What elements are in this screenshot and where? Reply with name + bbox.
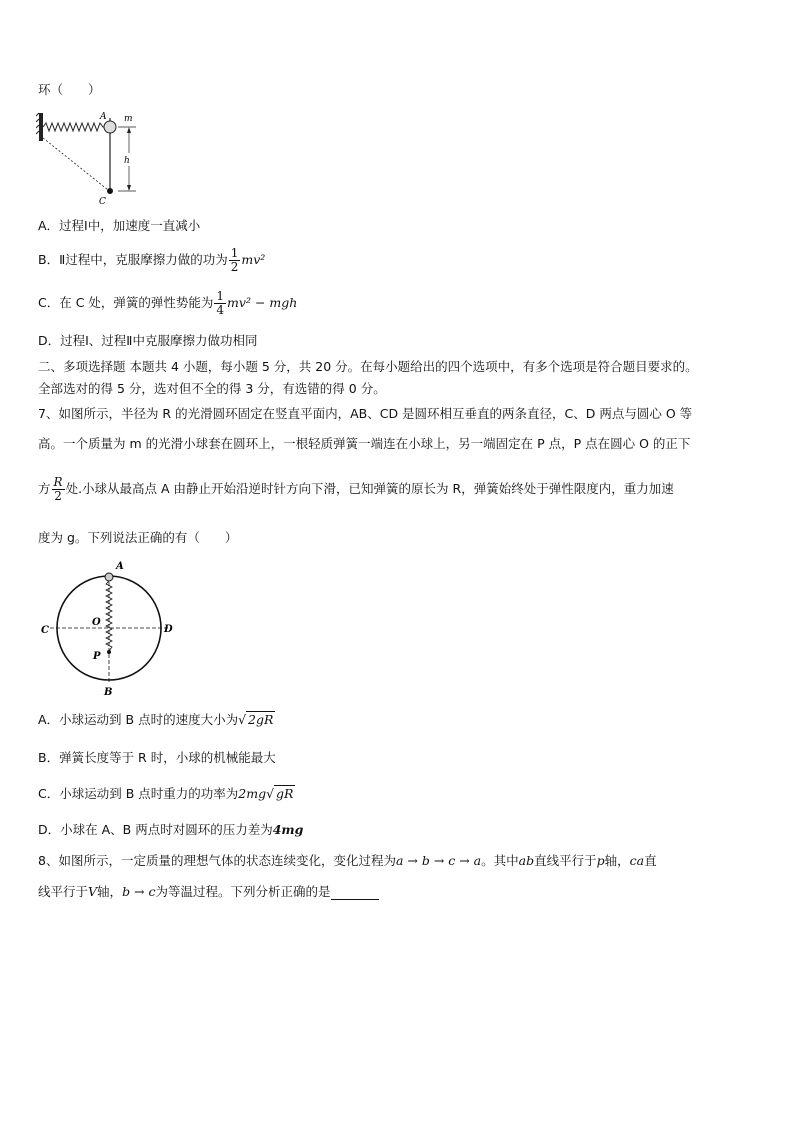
figure-ring-spring <box>36 558 186 698</box>
q6-option-c: C．在 C 处，弹簧的弹性势能为 $\frac{1}{4}$ mv² − mgh <box>38 289 298 317</box>
sqrt-expression: √ 2gR <box>238 712 274 727</box>
q7-line-1: 7、如图所示，半径为 R 的光滑圆环固定在竖直平面内，AB、CD 是圆环相互垂直的两条直径，C、D 两点与圆心 O 等 <box>38 406 693 421</box>
label-A: A <box>116 561 124 572</box>
q7-option-c: C．小球运动到 B 点时重力的功率为2mg√ gR <box>38 786 294 801</box>
label-B: B <box>104 687 113 698</box>
q7-option-d: D．小球在 A、B 两点时对圆环的压力差为4mg <box>38 822 304 837</box>
q7-option-a: A．小球运动到 B 点时的速度大小为√ 2gR <box>38 712 274 727</box>
q6-option-d: D．过程Ⅰ、过程Ⅱ中克服摩擦力做功相同 <box>38 333 258 348</box>
q7-line-2: 高。一个质量为 m 的光滑小球套在圆环上，一根轻质弹簧一端连在小球上，另一端固定在 P 点，P 点在圆心 O 的正下 <box>38 436 691 451</box>
label-C: C <box>99 197 106 207</box>
label-O: O <box>92 617 101 628</box>
label-C: C <box>41 625 49 636</box>
label-m: m <box>124 114 133 124</box>
label-P: P <box>93 651 101 662</box>
question-6-tail: 环（ ） <box>38 82 101 97</box>
label-A: A <box>100 112 107 122</box>
q8-line-1: 8、如图所示，一定质量的理想气体的状态连续变化，变化过程为a → b → c → a。其中ab直线平行于p轴，ca直 <box>38 853 657 868</box>
figure-spring-rod <box>36 108 146 208</box>
q7-option-b: B．弹簧长度等于 R 时，小球的机械能最大 <box>38 750 276 765</box>
answer-blank[interactable] <box>331 887 379 900</box>
label-h: h <box>124 156 130 166</box>
q6-option-b: B．Ⅱ过程中，克服摩擦力做的功为 $\frac{1}{2}$ mv² <box>38 246 266 274</box>
q7-line-3: 方 $\frac{R}{2}$ 处.小球从最高点 A 由静止开始沿逆时针方向下滑，已知弹簧的原长为 R，弹簧始终处于弹性限度内，重力加速 <box>38 475 674 503</box>
q7-line-4: 度为 g。下列说法正确的有（ ） <box>38 530 238 545</box>
section-2-line-1: 二、多项选择题 本题共 4 小题，每小题 5 分，共 20 分。在每小题给出的四个选项中，有多个选项是符合题目要求的。 <box>38 359 698 374</box>
fraction: $\frac{1}{2}$ <box>230 246 239 274</box>
sqrt-expression: √ gR <box>266 786 294 801</box>
q8-line-2: 线平行于V轴，b → c为等温过程。下列分析正确的是 <box>38 884 379 900</box>
fraction-r-over-2: $\frac{R}{2}$ <box>53 475 63 503</box>
fraction: $\frac{1}{4}$ <box>216 289 225 317</box>
q6-option-a: A．过程Ⅰ中，加速度一直减小 <box>38 218 201 233</box>
label-D: D <box>164 624 173 635</box>
section-2-line-2: 全部选对的得 5 分，选对但不全的得 3 分，有选错的得 0 分。 <box>38 381 386 396</box>
